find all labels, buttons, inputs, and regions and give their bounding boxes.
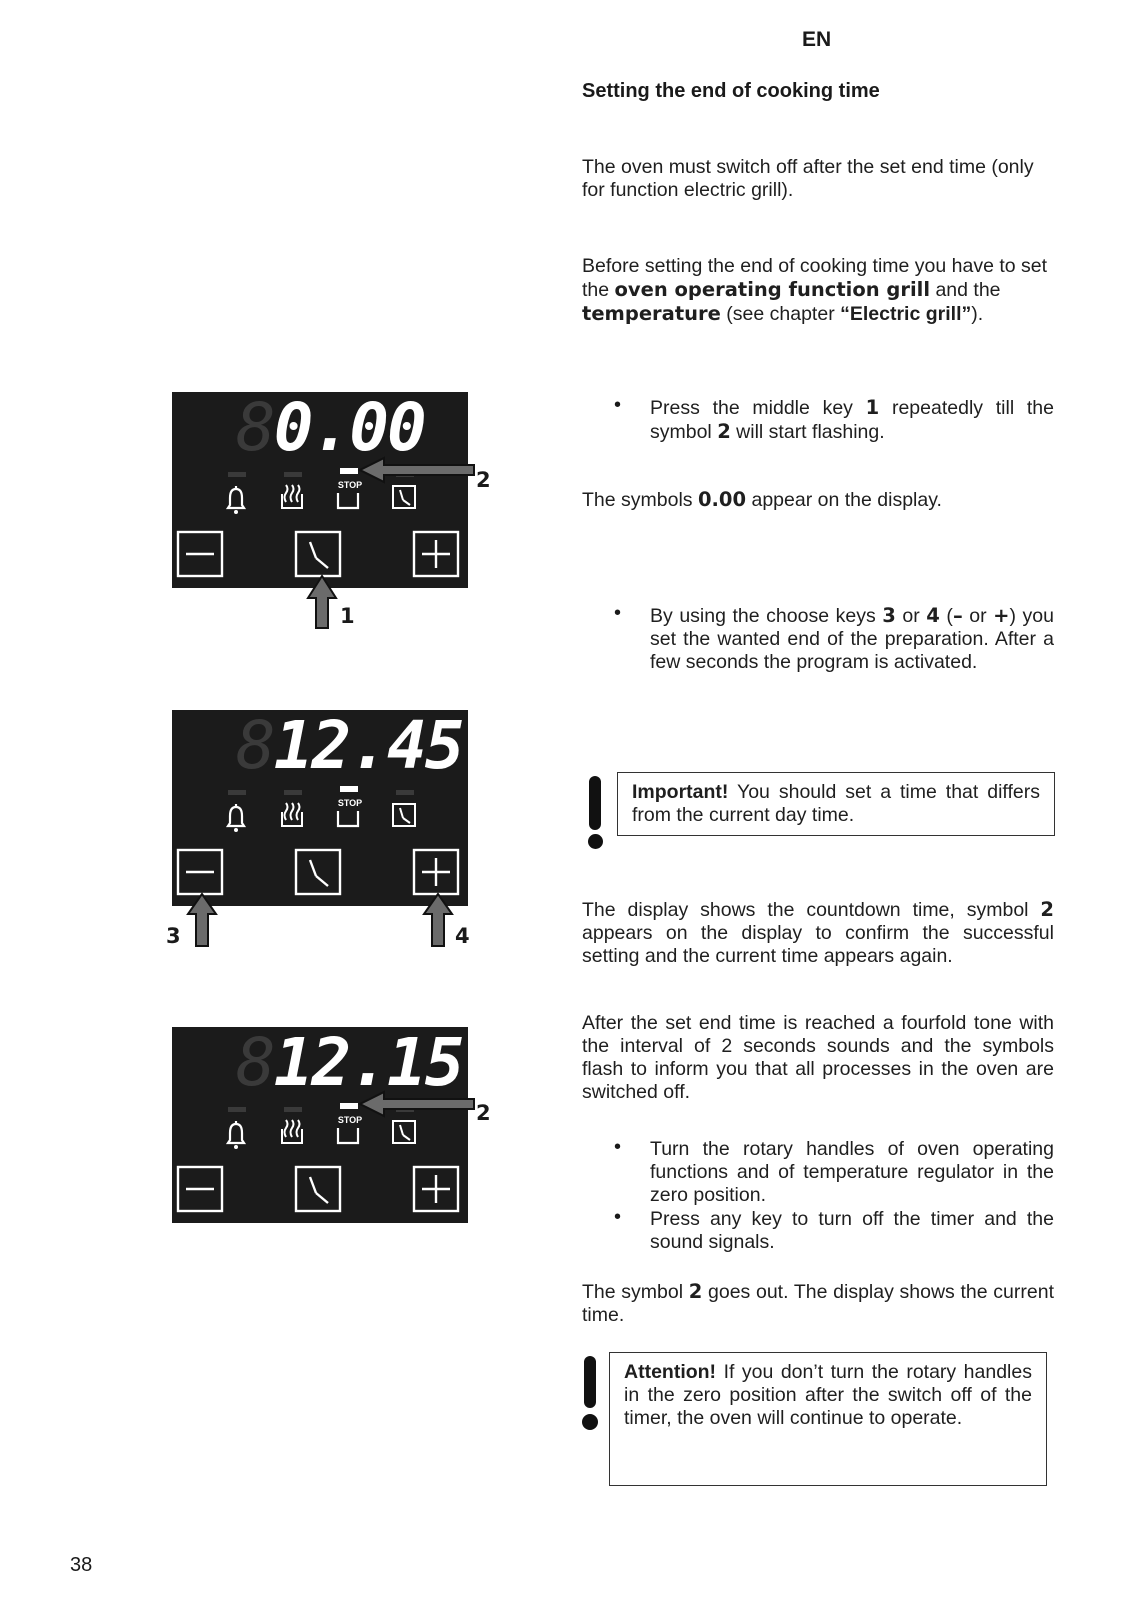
label-key-1: 1 (340, 604, 355, 628)
label-key-3: 3 (166, 924, 181, 948)
section-heading: Setting the end of cooking time (582, 80, 880, 102)
label-symbol-2: 2 (476, 468, 491, 492)
symbols-paragraph: The symbols 0.00 appear on the display. (582, 488, 942, 511)
symbol-goes-out-paragraph: The symbol 2 goes out. The display shows the current time. (582, 1280, 1054, 1326)
panel-2-display: 812.45 (236, 707, 463, 784)
panel-3-display: 812.15 (236, 1024, 463, 1101)
important-note: Important! You should set a time that differs from the current day time. (617, 772, 1055, 836)
page-number: 38 (70, 1554, 93, 1576)
end-tone-paragraph: After the set end time is reached a fourfold tone with the interval of 2 seconds sounds and the symbols flash to inform you that all processes in the oven are switched off. (582, 1012, 1054, 1103)
stop-label: STOP (337, 480, 363, 490)
panel-1-display: 80.00 (236, 389, 425, 466)
bullet-press-any-key: Press any key to turn off the timer and the sound signals. (650, 1208, 1054, 1253)
bullet-marker: • (614, 394, 622, 416)
intro-paragraph: The oven must switch off after the set end time (only for function electric grill). (582, 156, 1034, 201)
step-press-middle-key: Press the middle key 1 repeatedly till the symbol 2 will start flashing. (650, 396, 1054, 443)
stop-label: STOP (337, 1115, 363, 1125)
bullet-marker: • (614, 602, 622, 624)
bullet-marker: • (614, 1136, 622, 1158)
stop-label: STOP (337, 798, 363, 808)
bullet-turn-handles: Turn the rotary handles of oven operating functions and of temperature regulator in the zero position. (650, 1138, 1054, 1206)
attention-note: Attention! If you don’t turn the rotary handles in the zero position after the switch off of the timer, the oven will continue to operate. (609, 1352, 1047, 1486)
label-symbol-2: 2 (476, 1101, 491, 1125)
step-choose-keys: By using the choose keys 3 or 4 (– or +) you set the wanted end of the preparation. After a few seconds the program is activated. (650, 604, 1054, 673)
label-key-4: 4 (455, 924, 470, 948)
bullet-marker: • (614, 1206, 622, 1228)
language-code: EN (802, 28, 832, 51)
countdown-paragraph: The display shows the countdown time, symbol 2 appears on the display to confirm the successful setting and the current time appears again. (582, 898, 1054, 967)
prerequisite-paragraph: Before setting the end of cooking time you have to set the oven operating function grill and the temperature (see chapter “Electric grill”). (582, 255, 1048, 325)
